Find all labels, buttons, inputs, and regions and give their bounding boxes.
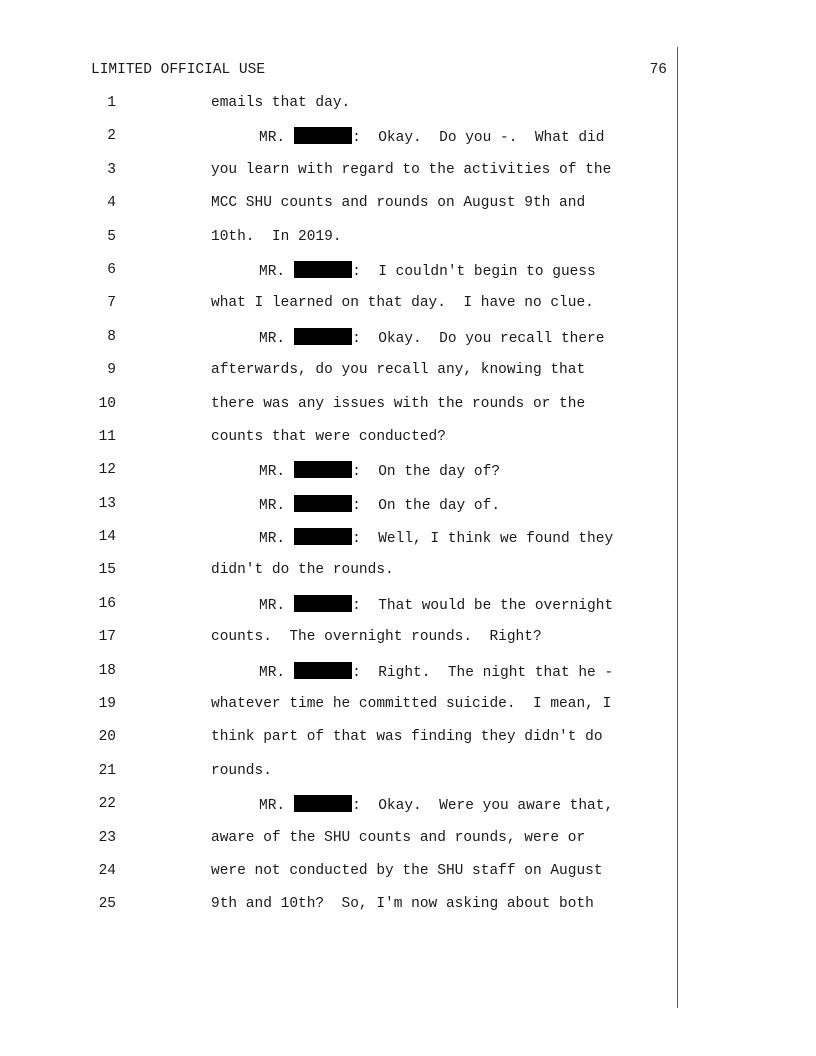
page-number: 76 [649, 62, 667, 78]
redaction-box [294, 328, 352, 345]
speaker-turn [259, 662, 613, 682]
transcript-line [0, 428, 816, 461]
speaker-turn [259, 795, 613, 815]
line-number: 22 [98, 796, 116, 813]
speaker-text: : Well, I think we found they [352, 531, 614, 548]
line-text: didn't do the rounds. [211, 562, 394, 579]
line-number: 14 [98, 529, 116, 546]
line-text: counts that were conducted? [211, 428, 446, 445]
transcript-line [0, 662, 816, 695]
speaker-turn [259, 461, 500, 481]
transcript-line [0, 628, 816, 661]
speaker-turn [259, 328, 604, 348]
speaker-text: : That would be the overnight [352, 597, 614, 614]
line-text: counts. The overnight rounds. Right? [211, 629, 542, 646]
line-number: 9 [107, 362, 116, 379]
speaker-turn [259, 495, 500, 515]
speaker-text: : On the day of? [352, 464, 501, 481]
speaker-prefix: MR. [259, 263, 286, 280]
speaker-prefix: MR. [259, 798, 286, 815]
line-number: 23 [98, 829, 116, 846]
transcript-line [0, 795, 816, 828]
line-number: 6 [107, 261, 116, 278]
transcript-line [0, 895, 816, 928]
transcript-line [0, 461, 816, 494]
transcript-line [0, 161, 816, 194]
transcript-line [0, 495, 816, 528]
transcript-line [0, 395, 816, 428]
transcript-line [0, 528, 816, 561]
line-number: 10 [98, 395, 116, 412]
speaker-text: : Okay. Do you -. What did [352, 130, 605, 147]
redaction-box [294, 528, 352, 545]
line-text: 10th. In 2019. [211, 228, 342, 245]
transcript-line [0, 94, 816, 127]
speaker-text: : Okay. Do you recall there [352, 330, 605, 347]
redaction-box [294, 662, 352, 679]
speaker-prefix: MR. [259, 464, 286, 481]
redaction-box [294, 595, 352, 612]
speaker-turn [259, 595, 613, 615]
redaction-box [294, 261, 352, 278]
speaker-text: : Okay. Were you aware that, [352, 798, 614, 815]
line-number: 2 [107, 128, 116, 145]
line-number: 20 [98, 729, 116, 746]
line-text: think part of that was finding they didn't do [211, 729, 603, 746]
line-number: 16 [98, 595, 116, 612]
line-number: 11 [98, 428, 116, 445]
speaker-prefix: MR. [259, 664, 286, 681]
line-number: 19 [98, 696, 116, 713]
line-number: 25 [98, 896, 116, 913]
line-text: MCC SHU counts and rounds on August 9th and [211, 195, 586, 212]
redaction-box [294, 795, 352, 812]
transcript-line [0, 261, 816, 294]
line-number: 21 [98, 762, 116, 779]
transcript-line [0, 762, 816, 795]
speaker-turn [259, 528, 613, 548]
line-number: 8 [107, 328, 116, 345]
line-text: emails that day. [211, 95, 351, 111]
line-number: 4 [107, 195, 116, 212]
line-number: 5 [107, 228, 116, 245]
speaker-text: : Right. The night that he - [352, 664, 614, 681]
line-text: whatever time he committed suicide. I mean, I [211, 696, 612, 713]
line-text: 9th and 10th? So, I'm now asking about both [211, 896, 594, 913]
transcript-line [0, 695, 816, 728]
transcript-line [0, 361, 816, 394]
redaction-box [294, 127, 352, 144]
line-text: were not conducted by the SHU staff on August [211, 862, 603, 879]
line-text: what I learned on that day. I have no clue. [211, 295, 594, 312]
transcript-line [0, 829, 816, 862]
line-number: 18 [98, 662, 116, 679]
speaker-turn [259, 127, 604, 147]
speaker-prefix: MR. [259, 130, 286, 147]
redaction-box [294, 495, 352, 512]
transcript-line [0, 328, 816, 361]
speaker-prefix: MR. [259, 531, 286, 548]
speaker-prefix: MR. [259, 330, 286, 347]
line-number: 17 [98, 629, 116, 646]
speaker-turn [259, 261, 596, 281]
transcript-line [0, 561, 816, 594]
line-text: you learn with regard to the activities of the [211, 161, 612, 178]
line-text: aware of the SHU counts and rounds, were or [211, 829, 586, 846]
speaker-text: : On the day of. [352, 497, 501, 514]
speaker-text: : I couldn't begin to guess [352, 263, 596, 280]
transcript-line [0, 127, 816, 160]
line-number: 7 [107, 295, 116, 312]
line-number: 13 [98, 495, 116, 512]
transcript-lines [0, 94, 816, 929]
transcript-line [0, 228, 816, 261]
speaker-prefix: MR. [259, 597, 286, 614]
line-number: 3 [107, 161, 116, 178]
transcript-line [0, 728, 816, 761]
line-number: 15 [98, 562, 116, 579]
transcript-line [0, 862, 816, 895]
line-text: afterwards, do you recall any, knowing that [211, 362, 586, 379]
classification-header: LIMITED OFFICIAL USE [91, 62, 266, 78]
transcript-line [0, 595, 816, 628]
transcript-line [0, 194, 816, 227]
transcript-line [0, 294, 816, 327]
line-text: there was any issues with the rounds or the [211, 395, 586, 412]
line-number: 24 [98, 862, 116, 879]
line-number: 1 [107, 95, 116, 111]
line-text: rounds. [211, 762, 272, 779]
redaction-box [294, 461, 352, 478]
line-number: 12 [98, 462, 116, 479]
speaker-prefix: MR. [259, 497, 286, 514]
